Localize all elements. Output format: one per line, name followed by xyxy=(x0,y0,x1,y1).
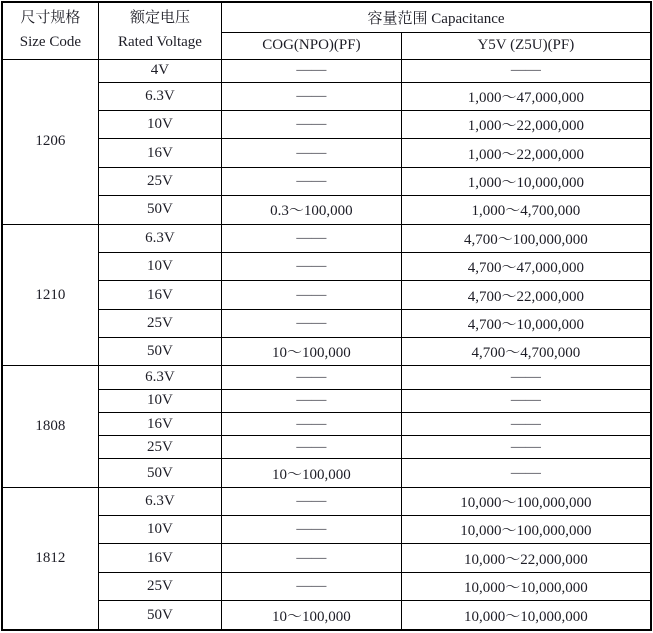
table-row xyxy=(2,366,651,389)
cog-value-cell: —— xyxy=(222,281,402,309)
cog-value-cell: —— xyxy=(222,111,402,139)
y5v-value-cell: —— xyxy=(401,389,651,412)
y5v-value-cell: 1,000～22,000,000 xyxy=(401,111,651,139)
table-row xyxy=(2,601,651,630)
cog-value-cell: —— xyxy=(222,139,402,167)
voltage-cell: 16V xyxy=(98,281,221,309)
y5v-value-cell: —— xyxy=(401,459,651,487)
cog-value-cell: 10～100,000 xyxy=(222,601,402,630)
header-size-code xyxy=(2,2,98,59)
voltage-cell: 50V xyxy=(98,459,221,487)
y5v-value-cell: 10,000～100,000,000 xyxy=(401,487,651,515)
voltage-cell: 16V xyxy=(98,139,221,167)
cog-value-cell: —— xyxy=(222,572,402,600)
y5v-value-cell: 4,700～100,000,000 xyxy=(401,224,651,252)
y5v-value-cell: 1,000～47,000,000 xyxy=(401,82,651,110)
table-row xyxy=(2,516,651,544)
cog-value-cell: 0.3～100,000 xyxy=(222,196,402,224)
table-row xyxy=(2,389,651,412)
cog-value-cell: —— xyxy=(222,366,402,389)
voltage-cell: 6.3V xyxy=(98,366,221,389)
header-size-code-zh: 尺寸规格 xyxy=(20,10,81,27)
table-row xyxy=(2,252,651,280)
header-rated-voltage xyxy=(98,2,221,59)
table-row xyxy=(2,224,651,252)
y5v-value-cell: —— xyxy=(401,436,651,459)
table-row xyxy=(2,167,651,195)
header-capacitance-group: 容量范围 Capacitance xyxy=(222,2,651,32)
table-row xyxy=(2,544,651,572)
table-body xyxy=(2,59,651,630)
cog-value-cell: 10～100,000 xyxy=(222,338,402,366)
table-row xyxy=(2,487,651,515)
size-code-cell: 1210 xyxy=(2,224,98,366)
cog-value-cell: —— xyxy=(222,412,402,435)
table-header xyxy=(2,2,651,59)
voltage-cell: 6.3V xyxy=(98,487,221,515)
y5v-value-cell: 10,000～100,000,000 xyxy=(401,516,651,544)
table-row xyxy=(2,459,651,487)
table-row xyxy=(2,338,651,366)
voltage-cell: 10V xyxy=(98,516,221,544)
voltage-cell: 25V xyxy=(98,436,221,459)
table-row xyxy=(2,412,651,435)
capacitance-spec-table xyxy=(1,1,652,631)
y5v-value-cell: —— xyxy=(401,366,651,389)
y5v-value-cell: 10,000～10,000,000 xyxy=(401,601,651,630)
voltage-cell: 50V xyxy=(98,601,221,630)
cog-value-cell: —— xyxy=(222,59,402,82)
y5v-value-cell: 1,000～4,700,000 xyxy=(401,196,651,224)
cog-value-cell: —— xyxy=(222,309,402,337)
y5v-value-cell: 4,700～47,000,000 xyxy=(401,252,651,280)
cog-value-cell: —— xyxy=(222,82,402,110)
table-row xyxy=(2,82,651,110)
header-rated-voltage-en: Rated Voltage xyxy=(117,34,202,51)
cog-value-cell: —— xyxy=(222,516,402,544)
table-row xyxy=(2,196,651,224)
table-row xyxy=(2,309,651,337)
table-row xyxy=(2,111,651,139)
header-size-code-en: Size Code xyxy=(19,34,82,51)
header-y5v-column: Y5V (Z5U)(PF) xyxy=(401,32,651,59)
cog-value-cell: —— xyxy=(222,487,402,515)
table-row xyxy=(2,139,651,167)
cog-value-cell: —— xyxy=(222,167,402,195)
y5v-value-cell: 1,000～10,000,000 xyxy=(401,167,651,195)
voltage-cell: 6.3V xyxy=(98,224,221,252)
voltage-cell: 6.3V xyxy=(98,82,221,110)
y5v-value-cell: 1,000～22,000,000 xyxy=(401,139,651,167)
voltage-cell: 50V xyxy=(98,196,221,224)
cog-value-cell: —— xyxy=(222,544,402,572)
table-row xyxy=(2,436,651,459)
cog-value-cell: —— xyxy=(222,224,402,252)
y5v-value-cell: 10,000～10,000,000 xyxy=(401,572,651,600)
y5v-value-cell: 4,700～4,700,000 xyxy=(401,338,651,366)
size-code-cell: 1206 xyxy=(2,59,98,224)
cog-value-cell: —— xyxy=(222,436,402,459)
y5v-value-cell: 4,700～22,000,000 xyxy=(401,281,651,309)
voltage-cell: 25V xyxy=(98,309,221,337)
voltage-cell: 25V xyxy=(98,572,221,600)
header-cog-column: COG(NPO)(PF) xyxy=(222,32,402,59)
voltage-cell: 10V xyxy=(98,252,221,280)
header-rated-voltage-zh: 额定电压 xyxy=(129,10,190,27)
voltage-cell: 4V xyxy=(98,59,221,82)
y5v-value-cell: —— xyxy=(401,412,651,435)
y5v-value-cell: —— xyxy=(401,59,651,82)
cog-value-cell: —— xyxy=(222,252,402,280)
voltage-cell: 50V xyxy=(98,338,221,366)
voltage-cell: 16V xyxy=(98,412,221,435)
voltage-cell: 16V xyxy=(98,544,221,572)
table-row xyxy=(2,59,651,82)
size-code-cell: 1812 xyxy=(2,487,98,630)
size-code-cell: 1808 xyxy=(2,366,98,487)
cog-value-cell: 10～100,000 xyxy=(222,459,402,487)
y5v-value-cell: 10,000～22,000,000 xyxy=(401,544,651,572)
voltage-cell: 10V xyxy=(98,389,221,412)
datasheet-page xyxy=(0,1,653,633)
table-row xyxy=(2,281,651,309)
cog-value-cell: —— xyxy=(222,389,402,412)
table-row xyxy=(2,572,651,600)
voltage-cell: 10V xyxy=(98,111,221,139)
voltage-cell: 25V xyxy=(98,167,221,195)
y5v-value-cell: 4,700～10,000,000 xyxy=(401,309,651,337)
